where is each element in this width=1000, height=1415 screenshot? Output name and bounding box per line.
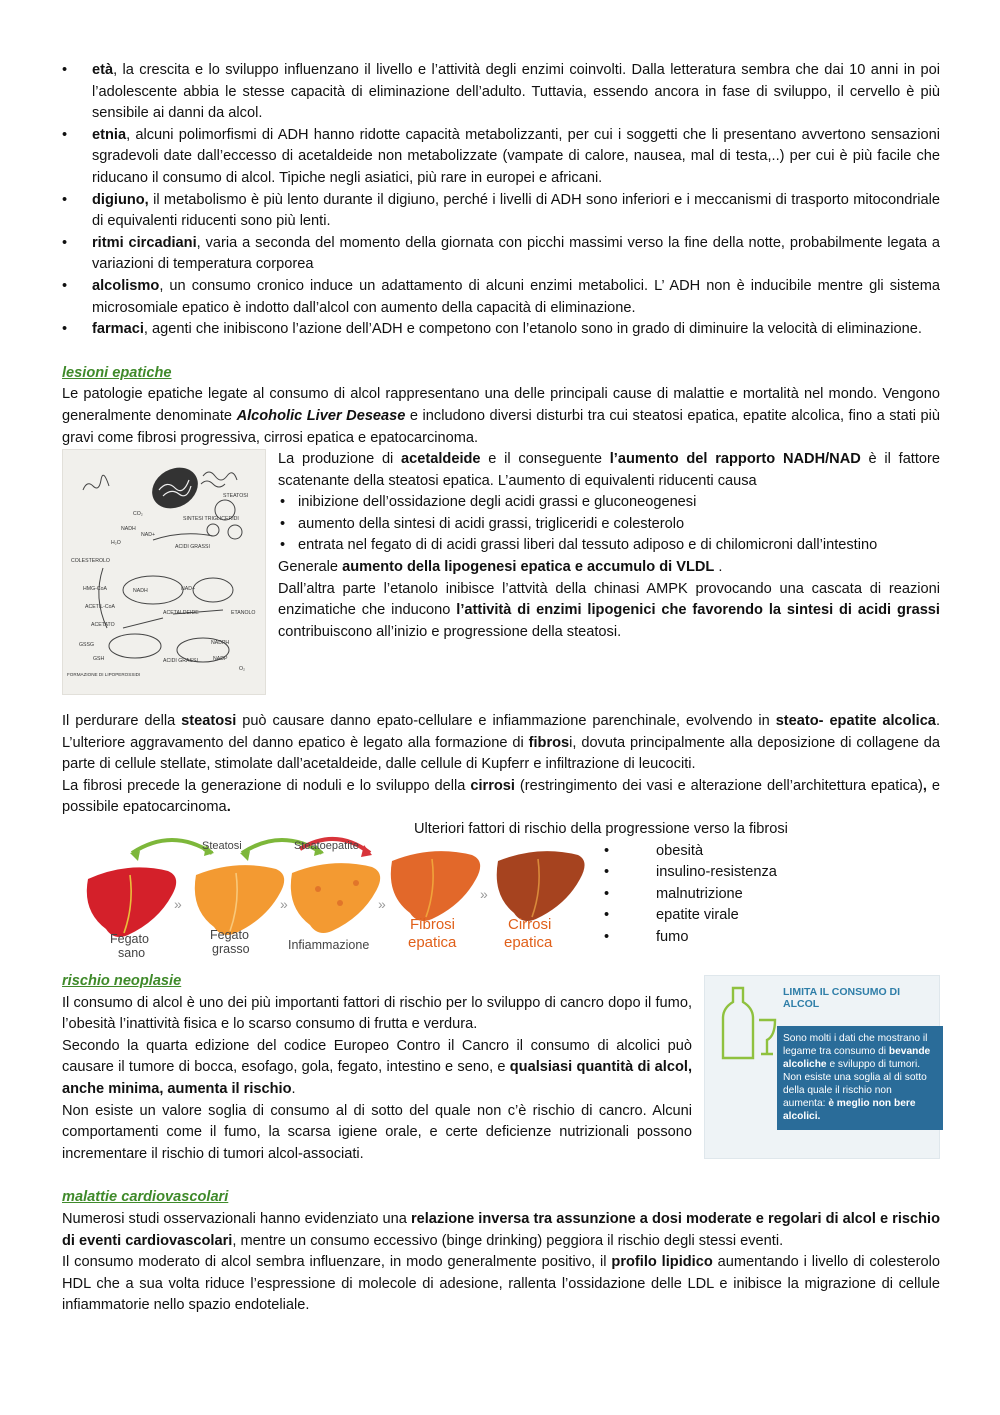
steatosis-section bbox=[62, 449, 940, 711]
card-body: Sono molti i dati che mostrano il legame tra consumo di bevande alcoliche e sviluppo di tumori. Non esiste una soglia al di sotto della quale il rischio non aumenta: è meglio non bere alcolici. bbox=[777, 1026, 943, 1130]
list-item: • obesità bbox=[604, 841, 940, 863]
diagram-label: STEATOSI bbox=[223, 493, 249, 500]
diagram-label: FORMAZIONE DI LIPOPEROSSIDI bbox=[67, 672, 141, 678]
diagram-label: GSSG bbox=[79, 642, 94, 649]
list-item: • farmaci, agenti che inibiscono l’azione dell’ADH e competono con l’etanolo sono in grado di diminuire la velocità di eliminazione. bbox=[62, 319, 940, 341]
stage-label: epatica bbox=[408, 934, 457, 952]
paragraph: Il consumo moderato di alcol sembra influenzare, in modo generalmente positivo, il profilo lipidico aumentando i livello di colesterolo HDL che a sua volta riduce l’espressione di molecole di adesione, rallenta l’ossidazione delle LDL e inibisce la migrazione di cellule infiammatorie nello spazio endoteliale. bbox=[62, 1254, 941, 1314]
diagram-label: NADH bbox=[121, 526, 136, 533]
document-page bbox=[62, 60, 940, 1317]
diagram-label: ACETATO bbox=[91, 622, 115, 629]
svg-text:»: » bbox=[378, 896, 386, 913]
diagram-label: COLESTEROLO bbox=[71, 558, 110, 565]
steatosis-diagram bbox=[62, 449, 266, 695]
diagram-label: NAD+ bbox=[141, 532, 155, 539]
diagram-label: O₂ bbox=[239, 666, 246, 673]
diagram-label: NADPH bbox=[211, 640, 230, 647]
heading-malattie-cardiovascolari: malattie cardiovascolari bbox=[62, 1189, 229, 1206]
list-item: • malnutrizione bbox=[604, 884, 940, 906]
list-item: • aumento della sintesi di acidi grassi, trigliceridi e colesterolo bbox=[278, 514, 940, 536]
stage-label: Fegato bbox=[110, 932, 149, 947]
steatosis-causes bbox=[278, 492, 940, 557]
diagram-label: NADP bbox=[213, 656, 228, 663]
stage-label: Infiammazione bbox=[288, 938, 370, 953]
diagram-label: CO₂ bbox=[133, 511, 143, 518]
svg-text:»: » bbox=[280, 896, 288, 913]
diagram-label: ACIDI GRASSI bbox=[163, 658, 198, 665]
list-item: • età, la crescita e lo sviluppo influenzano il livello e l’attività degli enzimi coinvolti. Dalla letteratura sembra che dai 10 anni in poi l’adolescente abbia le stesse capacità di eliminazione dell’adulto. Tuttavia, essendo ancora in fase di sviluppo, il cervello è più sensibile ai danni da alcol. bbox=[62, 60, 940, 125]
list-item: • entrata nel fegato di di acidi grassi liberi dal tessuto adiposo e di chilomicroni dall’intestino bbox=[278, 535, 940, 557]
alcohol-limit-card bbox=[704, 975, 940, 1159]
stage-label: Steatosi bbox=[202, 840, 242, 853]
list-item: • etnia, alcuni polimorfismi di ADH hanno ridotte capacità metabolizzanti, per cui i soggetti che li presentano avvertono sensazioni sgradevoli date dall’eccesso di acetaldeide non metabolizzate (vampate di calore, nausea, mal di testa,..) per cui è più facile che riducano il consumo di alcol. Tipiche negli asiatici, più rare in europei e africani. bbox=[62, 125, 940, 190]
list-item: • fumo bbox=[604, 927, 940, 949]
paragraph: Le patologie epatiche legate al consumo di alcol rappresentano una delle principali cause di malattie e mortalità nel mondo. Vengono generalmente denominate Alcoholic Liver Desease e includono diversi disturbi tra cui steatosi epatica, epatite alcolica, fino a stati più gravi come fibrosi progressiva, cirrosi epatica e epatocarcinoma. bbox=[62, 386, 940, 446]
stage-label: Fegato bbox=[210, 928, 249, 943]
diagram-label: GSH bbox=[93, 656, 105, 663]
diagram-label: ACETALDEIDE bbox=[163, 610, 199, 617]
fibrosis-risk-factors: Ulteriori fattori di rischio della progressione verso la fibrosi • obesità • insulino-resistenza • malnutrizione • epatite virale • fumo bbox=[414, 819, 940, 949]
stage-label: sano bbox=[118, 946, 146, 961]
list-item: • alcolismo, un consumo cronico induce un adattamento di alcuni enzimi metabolici. L’ ADH non è inducibile mentre gli sistema microsomiale epatico è indotto dall’alcol con aumento della capacità di eliminazione. bbox=[62, 276, 940, 319]
diagram-label: SINTESI TRIGLICERIDI bbox=[183, 516, 239, 523]
list-item: • digiuno, il metabolismo è più lento durante il digiuno, perché i livelli di ADH sono inferiori e i meccanismi di trasporto mitocondriale di equivalenti riducenti sono più lenti. bbox=[62, 190, 940, 233]
paragraph: Numerosi studi osservazionali hanno evidenziato una relazione inversa tra assunzione a dosi moderate e regolari di alcol e rischio di eventi cardiovascolari, mentre un consumo eccessivo (binge drinking) peggiora il rischio degli stessi eventi. bbox=[62, 1211, 940, 1249]
bottle-glass-icon bbox=[713, 984, 779, 1064]
list-item: • ritmi circadiani, varia a seconda del momento della giornata con picchi massimi verso la fine della notte, probabilmente legata a variazioni di temperatura corporea bbox=[62, 233, 940, 276]
diagram-label: H₂O bbox=[111, 540, 121, 547]
list-item: • epatite virale bbox=[604, 905, 940, 927]
diagram-label: NADH bbox=[133, 588, 148, 595]
paragraph: Il perdurare della steatosi può causare danno epato-cellulare e infiammazione parenchinale, evolvendo in steato- epatite alcolica. L’ulteriore aggravamento del danno epatico è legato alla formazione di fibrosi, dovuta principalmente alla deposizione di collagene da parte di cellule stellate, stimolate dall’acetaldeide, dalle cellule di Kupferr e infiltrazione di leucociti. bbox=[62, 713, 940, 773]
neoplasia-section: Il consumo di alcol è uno dei più importanti fattori di rischio per lo sviluppo di cancro dopo il fumo, l’obesità l’inattività fisica e lo scarso consumo di frutta e verdura. Secondo la quarta edizione del codice Europeo Contro il Cancro il consumo di alcolici può causare il tumore di bocca, esofago, gola, fegato, intestino e seno, e qualsiasi quantità di alcol, anche minima, aumenta il rischio. Non esiste un valore soglia di consumo al di sotto del quale non c’è rischio di cancro. Alcuni comportamenti come il fumo, la scarsa igiene orale, e certe deficienze nutrizionali possono incrementare il rischio di tumori alcol-associati. LIMITA IL CONSUMO DI ALCOL Sono molti i dati che mostrano il legame tra consumo di bevande alcoliche e sviluppo di tumori. Non esiste una soglia al di sotto della quale il rischio non aumenta: è meglio non bere alcolici. bbox=[62, 993, 940, 1166]
steatosis-text: La produzione di acetaldeide e il conseguente l’aumento del rapporto NADH/NAD è il fattore scatenante della steatosi epatica. L’aumento di equivalenti riducenti causa • inibizione dell’ossidazione degli acidi grassi e gluconeogenesi • aumento della sintesi di acidi grassi, trigliceridi e colesterolo • entrata nel fegato di di acidi grassi liberi dal tessuto adiposo e di chilomicroni dall’intestino Generale aumento della lipogenesi epatica e accumulo di VLDL . Dall’altra parte l’etanolo inibisce l’attvità della chinasi AMPK provocando una cascata di reazioni enzimatiche che inducono l’attività di enzimi lipogenici che favorendo la sintesi di acidi grassi contribuiscono all’inizio e progressione della steatosi. bbox=[278, 449, 940, 643]
svg-text:»: » bbox=[174, 896, 182, 913]
stage-label: Fibrosi bbox=[410, 916, 456, 934]
list-item: • insulino-resistenza bbox=[604, 862, 940, 884]
stage-label: Cirrosi bbox=[508, 916, 552, 934]
diagram-label: ACIDI GRASSI bbox=[175, 544, 210, 551]
diagram-label: ETANOLO bbox=[231, 610, 256, 617]
diagram-label: NAD+ bbox=[181, 586, 195, 593]
fibrosis-section bbox=[62, 819, 940, 971]
list-item: • inibizione dell’ossidazione degli acidi grassi e gluconeogenesi bbox=[278, 492, 940, 514]
stage-label: grasso bbox=[212, 942, 250, 957]
stage-label: epatica bbox=[504, 934, 553, 952]
heading-rischio-neoplasie: rischio neoplasie bbox=[62, 973, 182, 990]
stage-label: Steatoepatite bbox=[294, 840, 359, 853]
heading-lesioni-epatiche: lesioni epatiche bbox=[62, 364, 172, 381]
factor-list bbox=[62, 60, 940, 341]
liver-progression-illustration bbox=[70, 823, 592, 961]
card-title: LIMITA IL CONSUMO DI ALCOL bbox=[783, 985, 901, 1010]
svg-text:»: » bbox=[480, 886, 488, 903]
diagram-label: HMG-CoA bbox=[83, 586, 107, 593]
diagram-label: ACETIL-CoA bbox=[85, 604, 115, 611]
paragraph: La fibrosi precede la generazione di noduli e lo sviluppo della cirrosi (restringimento dei vasi e alterazione dell’architettura epatica), e possibile epatocarcinoma. bbox=[62, 777, 941, 816]
